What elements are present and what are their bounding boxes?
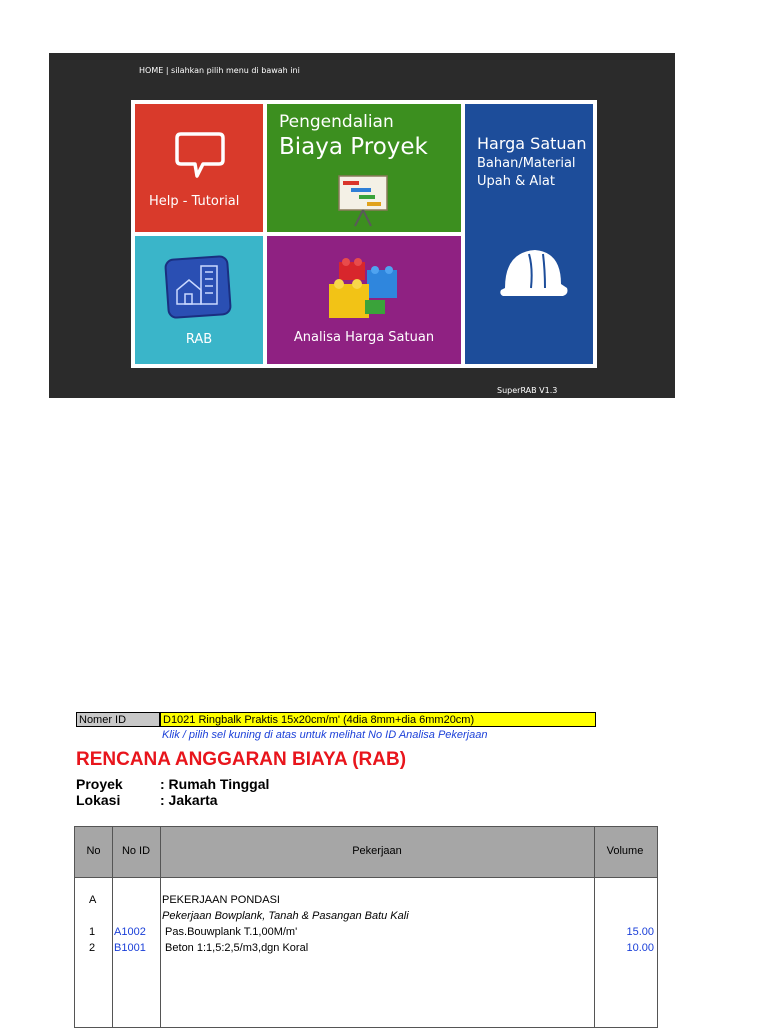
harga-label-line3: Upah & Alat	[477, 174, 555, 189]
harga-label-line1: Harga Satuan	[477, 134, 587, 153]
biaya-label-line1: Pengendalian	[279, 112, 394, 132]
dashboard-panel	[49, 53, 675, 398]
rab-tile[interactable]	[135, 236, 263, 364]
header-no: No	[86, 845, 101, 857]
pengendalian-biaya-tile[interactable]	[267, 104, 461, 232]
row-2-id[interactable]: B1001	[114, 942, 146, 954]
header-pekerjaan: Pekerjaan	[352, 845, 402, 857]
version-label: SuperRAB V1.3	[497, 386, 558, 395]
lokasi-value: : Jakarta	[160, 792, 218, 808]
nomer-id-label: Nomer ID	[76, 712, 160, 727]
section-no: A	[89, 894, 97, 906]
proyek-row	[76, 776, 269, 792]
help-tutorial-tile[interactable]	[135, 104, 263, 232]
header-volume: Volume	[606, 845, 644, 857]
gantt-chart-icon	[333, 172, 393, 230]
hint-text: Klik / pilih sel kuning di atas untuk melihat No ID Analisa Pekerjaan	[162, 729, 488, 741]
section-title: PEKERJAAN PONDASI	[162, 894, 280, 906]
breadcrumb: HOME | silahkan pilih menu di bawah ini	[139, 66, 300, 75]
section-subtitle: Pekerjaan Bowplank, Tanah & Pasangan Batu Kali	[162, 910, 409, 922]
building-blueprint-icon	[163, 252, 233, 322]
row-1-pekerjaan: Pas.Bouwplank T.1,00M/m'	[162, 926, 298, 938]
menu-grid	[131, 100, 597, 368]
analisa-label: Analisa Harga Satuan	[293, 330, 435, 345]
rab-table	[74, 826, 658, 1028]
proyek-label: Proyek	[76, 776, 123, 792]
nomer-id-cell[interactable]: D1021 Ringbalk Praktis 15x20cm/m' (4dia 8mm+dia 6mm20cm)	[160, 712, 596, 727]
row-1-no: 1	[89, 926, 96, 938]
header-no-id: No ID	[121, 845, 151, 857]
row-2-volume[interactable]: 10.00	[626, 942, 654, 954]
harga-satuan-tile[interactable]	[465, 104, 593, 364]
analisa-harga-satuan-tile[interactable]	[267, 236, 461, 364]
hard-hat-icon	[495, 244, 571, 304]
row-1-volume[interactable]: 15.00	[626, 926, 654, 938]
biaya-label-line2: Biaya Proyek	[279, 134, 428, 160]
proyek-value: : Rumah Tinggal	[160, 776, 270, 792]
nomer-id-row	[76, 712, 596, 728]
speech-bubble-icon	[173, 130, 227, 182]
row-1-id[interactable]: A1002	[114, 926, 146, 938]
help-tutorial-label: Help - Tutorial	[149, 194, 240, 209]
lego-blocks-icon	[321, 254, 407, 324]
lokasi-row	[76, 792, 218, 808]
row-2-no: 2	[89, 942, 96, 954]
sheet-title: RENCANA ANGGARAN BIAYA (RAB)	[76, 749, 407, 770]
harga-label-line2: Bahan/Material	[477, 156, 576, 171]
lokasi-label: Lokasi	[76, 792, 121, 808]
row-2-pekerjaan: Beton 1:1,5:2,5/m3,dgn Koral	[162, 942, 309, 954]
rab-label: RAB	[185, 332, 213, 347]
